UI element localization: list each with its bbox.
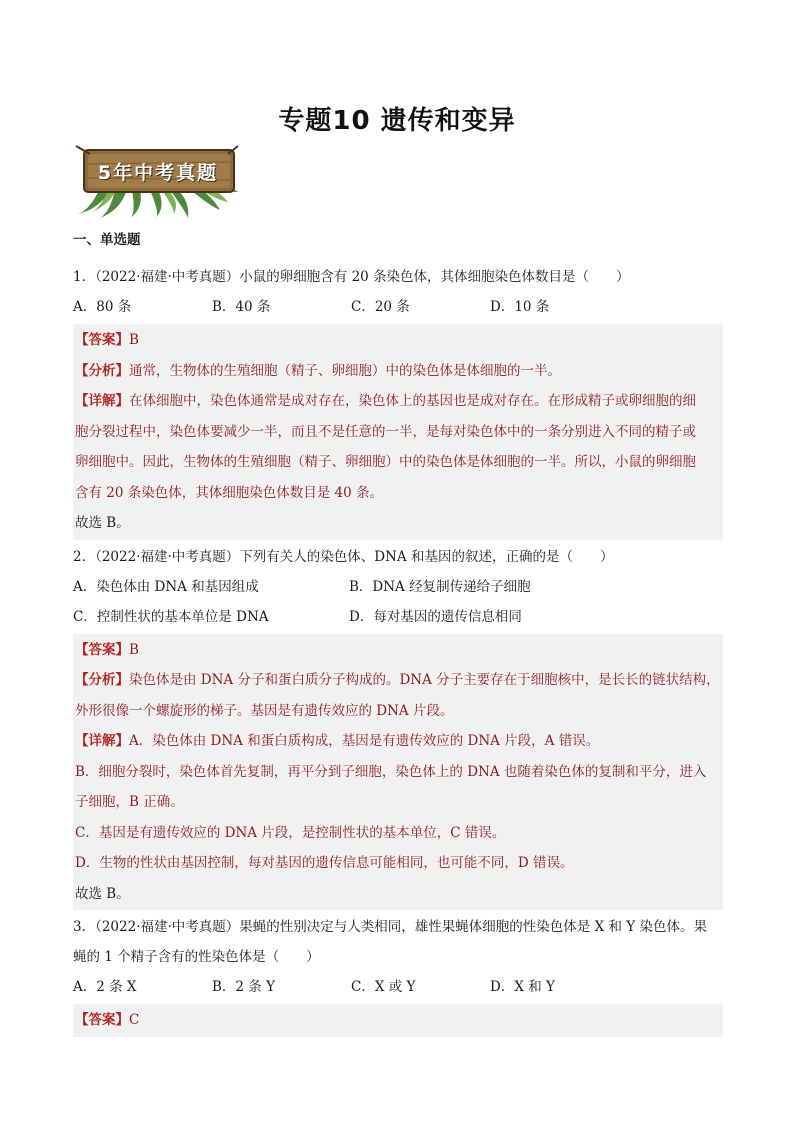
conclusion-line: 故选 B。 (75, 515, 130, 531)
answer-block (73, 634, 723, 911)
options-row (73, 572, 723, 602)
option-c: C．X 或 Y (351, 979, 416, 995)
option-b: B．2 条 Y (212, 979, 276, 995)
option-d: D．每对基因的遗传信息相同 (349, 608, 522, 625)
option-a: A．染色体由 DNA 和基因组成 (73, 578, 259, 595)
option-d: D．X 和 Y (490, 979, 555, 995)
options-row (73, 602, 723, 632)
analysis-text: 染色体是由 DNA 分子和蛋白质分子构成的。DNA 分子主要存在于细胞核中，是长长的链状结构， (129, 672, 720, 688)
detail-tag: 【详解】 (75, 733, 129, 749)
question-stem: 2．（2022·福建·中考真题）下列有关人的染色体、DNA 和基因的叙述，正确的是（ ） (73, 548, 614, 565)
answer-block (73, 1004, 723, 1037)
option-c: C．20 条 (351, 299, 410, 315)
question-3 (73, 912, 723, 1037)
detail-text: B．细胞分裂时，染色体首先复制，再平分到子细胞，染色体上的 DNA 也随着染色体的复制和平分，进入 (75, 763, 707, 780)
answer-line (75, 325, 721, 356)
analysis-line (75, 356, 721, 387)
option-b: B．40 条 (212, 299, 271, 315)
section-heading: 一、单选题 (73, 232, 141, 248)
detail-text: D．生物的性状由基因控制，每对基因的遗传信息可能相同，也可能不同，D 错误。 (75, 855, 574, 871)
detail-text: 子细胞，B 正确。 (75, 794, 184, 810)
conclusion-line: 故选 B。 (75, 885, 130, 902)
page-title: 专题10 遗传和变异 (278, 106, 516, 136)
detail-tag: 【详解】 (75, 393, 129, 409)
answer-block (73, 324, 723, 540)
analysis-line (75, 665, 721, 696)
option-a: A．2 条 X (73, 979, 137, 995)
option-c: C．控制性状的基本单位是 DNA (73, 608, 269, 625)
detail-text: A．染色体由 DNA 和蛋白质构成，基因是有遗传效应的 DNA 片段，A 错误。 (129, 733, 600, 749)
answer-tag: 【答案】 (75, 1012, 129, 1028)
question-2 (73, 542, 723, 911)
detail-text: 卵细胞中。因此，生物体的生殖细胞（精子、卵细胞）中的染色体是体细胞的一半。所以，小鼠的卵细胞 (75, 454, 696, 470)
question-1 (73, 262, 723, 540)
detail-text: 含有 20 条染色体，其体细胞染色体数目是 40 条。 (75, 484, 384, 501)
detail-text: 胞分裂过程中，染色体要减少一半，而且不是任意的一半，是每对染色体中的一条分别进入不同的精子或 (75, 423, 696, 440)
option-a: A．80 条 (73, 299, 132, 315)
detail-text: 在体细胞中，染色体通常是成对存在，染色体上的基因也是成对存在。在形成精子或卵细胞的细 (129, 393, 696, 409)
answer-line (75, 635, 721, 666)
options-row (73, 972, 723, 1002)
question-stem: 蝇的 1 个精子含有的性染色体是（ ） (73, 949, 320, 965)
section-banner (70, 140, 242, 218)
detail-line (75, 386, 721, 417)
question-stem: 1．（2022·福建·中考真题）小鼠的卵细胞含有 20 条染色体，其体细胞染色体数目是（ ） (73, 269, 630, 285)
answer-tag: 【答案】 (75, 332, 129, 348)
answer-value: B (129, 332, 139, 348)
answer-value: C (129, 1012, 140, 1028)
option-b: B．DNA 经复制传递给子细胞 (349, 578, 531, 595)
analysis-text: 通常，生物体的生殖细胞（精子、卵细胞）中的染色体是体细胞的一半。 (129, 362, 561, 379)
option-d: D．10 条 (490, 299, 550, 315)
analysis-tag: 【分析】 (75, 672, 129, 688)
detail-line (75, 726, 721, 757)
answer-line (75, 1005, 721, 1036)
question-stem: 3．（2022·福建·中考真题）果蝇的性别决定与人类相同，雄性果蝇体细胞的性染色体是 X 和 Y 染色体。果 (73, 919, 707, 935)
detail-text: C．基因是有遗传效应的 DNA 片段，是控制性状的基本单位，C 错误。 (75, 824, 506, 841)
analysis-tag: 【分析】 (75, 362, 129, 379)
answer-value: B (129, 641, 139, 658)
answer-tag: 【答案】 (75, 641, 129, 658)
document-body (73, 228, 723, 1039)
options-row (73, 292, 723, 322)
banner-label: 5年中考真题 (97, 161, 219, 184)
analysis-text: 外形很像一个螺旋形的梯子。基因是有遗传效应的 DNA 片段。 (75, 702, 454, 719)
